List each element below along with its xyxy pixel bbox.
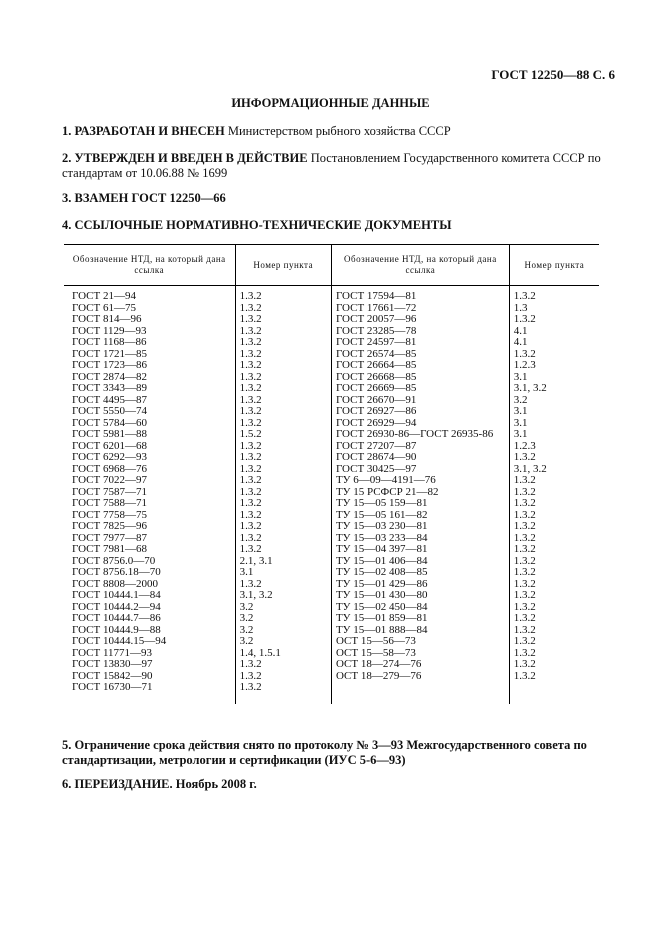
cell-doc-left: ГОСТ 15842—90 xyxy=(72,669,153,682)
cell-doc-right: ГОСТ 17594—81 xyxy=(331,286,509,303)
cell-doc-right: ГОСТ 26929—94 xyxy=(331,418,509,430)
cell-item-left: 1.3.2 xyxy=(235,286,331,303)
cell-doc-left: ГОСТ 814—96 xyxy=(72,313,142,325)
section-2-heading: 2. УТВЕРЖДЕН И ВВЕДЕН В ДЕЙСТВИЕ xyxy=(62,151,308,165)
cell-item-right: 1.3.2 xyxy=(509,475,599,487)
cell-doc-right: ГОСТ 26664—85 xyxy=(331,360,509,372)
cell-doc-right: ГОСТ 30425—97 xyxy=(331,464,509,476)
cell-item-left: 1.5.2 xyxy=(235,429,331,441)
cell-doc-right: ТУ 15—02 408—85 xyxy=(331,567,509,579)
section-5 xyxy=(62,738,610,768)
cell-doc-right: ГОСТ 26669—85 xyxy=(331,383,509,395)
cell-doc-left: ГОСТ 1168—86 xyxy=(72,336,147,348)
table-row xyxy=(64,590,599,602)
references-table-wrapper xyxy=(64,244,599,704)
table-row xyxy=(64,659,599,671)
section-1 xyxy=(62,124,610,139)
cell-item-left: 1.3.2 xyxy=(235,487,331,499)
table-row xyxy=(64,406,599,418)
cell-doc-left: ГОСТ 10444.15—94 xyxy=(72,635,167,647)
cell-item-left: 1.3.2 xyxy=(235,475,331,487)
cell-item-right: 3.1 xyxy=(509,372,599,384)
cell-item-right: 1.3.2 xyxy=(509,510,599,522)
cell-item-left: 1.3.2 xyxy=(235,521,331,533)
cell-doc-left: ГОСТ 7981—68 xyxy=(72,543,147,555)
section-2-text: Постановлением Государственного комитета СССР по стандартам от 10.06.88 № 1699 xyxy=(62,151,601,180)
cell-doc-right: ГОСТ 26927—86 xyxy=(331,406,509,418)
cell-doc-left: ГОСТ 7825—96 xyxy=(72,520,147,532)
cell-item-right: 1.3.2 xyxy=(509,613,599,625)
table-header-row xyxy=(64,245,599,286)
cell-item-left: 1.4, 1.5.1 xyxy=(235,648,331,660)
header-item-left: Номер пункта xyxy=(235,245,331,286)
cell-item-right: 1.3.2 xyxy=(509,625,599,637)
cell-doc-left: ГОСТ 4495—87 xyxy=(72,393,147,406)
header-doc-right: Обозначение НТД, на который дана ссылка xyxy=(331,245,509,286)
cell-doc-right: ТУ 15—05 161—82 xyxy=(331,510,509,522)
cell-doc-left: ГОСТ 16730—71 xyxy=(72,681,153,693)
cell-item-right: 4.1 xyxy=(509,337,599,349)
cell-doc-right: ТУ 15—01 430—80 xyxy=(331,590,509,602)
section-4-heading: 4. ССЫЛОЧНЫЕ НОРМАТИВНО-ТЕХНИЧЕСКИЕ ДОКУМЕНТЫ xyxy=(62,218,452,232)
cell-item-left: 1.3.2 xyxy=(235,383,331,395)
cell-item-right: 1.3.2 xyxy=(509,452,599,464)
cell-doc-left: ГОСТ 6201—68 xyxy=(72,439,147,452)
cell-item-left: 1.3.2 xyxy=(235,372,331,384)
cell-doc-right xyxy=(331,682,509,704)
cell-item-right: 1.3.2 xyxy=(509,590,599,602)
cell-item-left: 1.3.2 xyxy=(235,544,331,556)
cell-item-right: 3.2 xyxy=(509,395,599,407)
cell-doc-right: ГОСТ 27207—87 xyxy=(331,441,509,453)
table-row xyxy=(64,383,599,395)
cell-doc-left: ГОСТ 10444.9—88 xyxy=(72,623,161,636)
cell-item-right: 1.3.2 xyxy=(509,648,599,660)
cell-doc-left: ГОСТ 7588—71 xyxy=(72,497,147,509)
table-row xyxy=(64,452,599,464)
cell-item-left: 1.3.2 xyxy=(235,303,331,315)
cell-doc-right: ТУ 15—01 406—84 xyxy=(331,556,509,568)
cell-item-left: 1.3.2 xyxy=(235,360,331,372)
cell-doc-left: ГОСТ 7022—97 xyxy=(72,474,147,486)
table-row xyxy=(64,613,599,625)
cell-item-left: 1.3.2 xyxy=(235,671,331,683)
cell-item-left: 1.3.2 xyxy=(235,441,331,453)
cell-item-left: 1.3.2 xyxy=(235,314,331,326)
cell-item-right: 1.3.2 xyxy=(509,533,599,545)
cell-item-right: 3.1 xyxy=(509,429,599,441)
cell-item-left: 1.3.2 xyxy=(235,395,331,407)
section-3-heading: 3. ВЗАМЕН ГОСТ 12250—66 xyxy=(62,191,226,205)
cell-item-right: 1.3.2 xyxy=(509,544,599,556)
cell-doc-left: ГОСТ 7977—87 xyxy=(72,531,147,544)
cell-item-right: 1.3.2 xyxy=(509,349,599,361)
cell-item-right: 3.1, 3.2 xyxy=(509,464,599,476)
cell-item-left: 1.3.2 xyxy=(235,452,331,464)
cell-doc-left: ГОСТ 8808—2000 xyxy=(72,577,158,590)
cell-item-left: 1.3.2 xyxy=(235,510,331,522)
section-2 xyxy=(62,151,610,181)
cell-doc-right: ГОСТ 23285—78 xyxy=(331,326,509,338)
cell-item-right: 1.2.3 xyxy=(509,441,599,453)
table-row xyxy=(64,567,599,579)
cell-item-right: 1.3.2 xyxy=(509,498,599,510)
cell-item-right: 1.3 xyxy=(509,303,599,315)
cell-doc-right: ГОСТ 26574—85 xyxy=(331,349,509,361)
cell-item-right: 3.1 xyxy=(509,406,599,418)
cell-item-left: 1.3.2 xyxy=(235,533,331,545)
cell-item-left: 3.1, 3.2 xyxy=(235,590,331,602)
cell-doc-left: ГОСТ 8756.18—70 xyxy=(72,566,161,578)
table-row xyxy=(64,429,599,441)
cell-item-right xyxy=(509,682,599,704)
cell-item-right: 1.3.2 xyxy=(509,521,599,533)
cell-item-right: 1.3.2 xyxy=(509,671,599,683)
cell-item-left: 3.2 xyxy=(235,602,331,614)
cell-item-right: 1.3.2 xyxy=(509,567,599,579)
cell-item-left: 1.3.2 xyxy=(235,326,331,338)
cell-item-right: 1.2.3 xyxy=(509,360,599,372)
cell-item-left: 1.3.2 xyxy=(235,418,331,430)
section-6-heading: 6. ПЕРЕИЗДАНИЕ. Ноябрь 2008 г. xyxy=(62,777,257,791)
cell-doc-left: ГОСТ 10444.2—94 xyxy=(72,600,161,613)
cell-doc-left: ГОСТ 8756.0—70 xyxy=(72,554,156,567)
cell-doc-right: ТУ 15—03 230—81 xyxy=(331,521,509,533)
cell-doc-right: ОСТ 18—274—76 xyxy=(331,659,509,671)
cell-doc-right: ТУ 15 РСФСР 21—82 xyxy=(331,487,509,499)
references-table xyxy=(64,244,599,704)
header-item-right: Номер пункта xyxy=(509,245,599,286)
cell-doc-right: ГОСТ 26670—91 xyxy=(331,395,509,407)
cell-doc-left: ГОСТ 5981—88 xyxy=(72,428,147,440)
cell-item-right: 1.3.2 xyxy=(509,487,599,499)
cell-doc-left: ГОСТ 21—94 xyxy=(72,290,136,302)
cell-doc-right: ОСТ 15—58—73 xyxy=(331,648,509,660)
page-title: ИНФОРМАЦИОННЫЕ ДАННЫЕ xyxy=(231,96,430,110)
section-1-text: Министерством рыбного хозяйства СССР xyxy=(224,124,451,138)
cell-item-right: 1.3.2 xyxy=(509,314,599,326)
cell-item-left: 1.3.2 xyxy=(235,349,331,361)
cell-doc-left: ГОСТ 11771—93 xyxy=(72,646,153,659)
table-row xyxy=(64,636,599,648)
cell-doc-left: ГОСТ 6292—93 xyxy=(72,451,147,463)
cell-doc-right: ТУ 15—04 397—81 xyxy=(331,544,509,556)
cell-doc-right: ТУ 15—01 859—81 xyxy=(331,613,509,625)
cell-doc-left: ГОСТ 3343—89 xyxy=(72,382,147,394)
cell-doc-right: ГОСТ 28674—90 xyxy=(331,452,509,464)
cell-doc-left: ГОСТ 5784—60 xyxy=(72,416,147,429)
cell-doc-right: ГОСТ 26668—85 xyxy=(331,372,509,384)
section-3 xyxy=(62,191,610,206)
cell-doc-left: ГОСТ 2874—82 xyxy=(72,370,147,383)
section-1-heading: 1. РАЗРАБОТАН И ВНЕСЕН xyxy=(62,124,225,138)
table-row xyxy=(64,498,599,510)
cell-item-right: 1.3.2 xyxy=(509,579,599,591)
cell-item-right: 3.1, 3.2 xyxy=(509,383,599,395)
cell-item-right: 1.3.2 xyxy=(509,659,599,671)
cell-item-right: 1.3.2 xyxy=(509,636,599,648)
table-row xyxy=(64,544,599,556)
cell-doc-right: ОСТ 18—279—76 xyxy=(331,671,509,683)
cell-doc-right: ТУ 15—05 159—81 xyxy=(331,498,509,510)
section-6 xyxy=(62,777,610,792)
header-doc-left: Обозначение НТД, на который дана ссылка xyxy=(64,245,235,286)
cell-item-right: 1.3.2 xyxy=(509,556,599,568)
table-row xyxy=(64,475,599,487)
cell-item-left: 3.2 xyxy=(235,613,331,625)
cell-doc-left: ГОСТ 5550—74 xyxy=(72,405,147,417)
cell-doc-left: ГОСТ 13830—97 xyxy=(72,658,153,670)
table-row xyxy=(64,682,599,704)
cell-doc-right: ГОСТ 20057—96 xyxy=(331,314,509,326)
cell-item-left: 1.3.2 xyxy=(235,579,331,591)
table-row xyxy=(64,521,599,533)
cell-doc-left: ГОСТ 7587—71 xyxy=(72,485,147,498)
cell-item-left: 1.3.2 xyxy=(235,406,331,418)
cell-item-right: 1.3.2 xyxy=(509,286,599,303)
cell-item-left: 3.1 xyxy=(235,567,331,579)
cell-doc-left: ГОСТ 10444.1—84 xyxy=(72,589,161,601)
cell-doc-right: ТУ 15—01 888—84 xyxy=(331,625,509,637)
cell-doc-left: ГОСТ 1723—86 xyxy=(72,359,147,371)
cell-doc-right: ТУ 15—03 233—84 xyxy=(331,533,509,545)
table-row xyxy=(64,337,599,349)
table-row xyxy=(64,286,599,303)
cell-doc-right: ОСТ 15—56—73 xyxy=(331,636,509,648)
cell-doc-left: ГОСТ 6968—76 xyxy=(72,462,147,475)
cell-item-left: 3.2 xyxy=(235,625,331,637)
table-row xyxy=(64,360,599,372)
cell-item-right: 4.1 xyxy=(509,326,599,338)
cell-doc-right: ГОСТ 17661—72 xyxy=(331,303,509,315)
cell-item-left: 1.3.2 xyxy=(235,659,331,671)
cell-item-left: 1.3.2 xyxy=(235,337,331,349)
section-4 xyxy=(62,218,610,233)
cell-doc-right: ГОСТ 26930-86—ГОСТ 26935-86 xyxy=(331,429,509,441)
cell-doc-right: ТУ 6—09—4191—76 xyxy=(331,475,509,487)
cell-item-left: 3.2 xyxy=(235,636,331,648)
cell-item-left: 2.1, 3.1 xyxy=(235,556,331,568)
page-header: ГОСТ 12250—88 С. 6 xyxy=(491,67,615,82)
cell-item-left: 1.3.2 xyxy=(235,498,331,510)
cell-item-right: 3.1 xyxy=(509,418,599,430)
cell-doc-left: ГОСТ 61—75 xyxy=(72,301,136,314)
section-5-heading: 5. Ограничение срока действия снято по протоколу № 3—93 Межгосударственного совета по стандартизации, метрологии и сертификации (ИУС 5-6—93) xyxy=(62,738,587,767)
table-row xyxy=(64,314,599,326)
cell-item-left: 1.3.2 xyxy=(235,464,331,476)
cell-doc-left: ГОСТ 10444.7—86 xyxy=(72,612,161,624)
cell-item-right: 1.3.2 xyxy=(509,602,599,614)
cell-doc-right: ТУ 15—01 429—86 xyxy=(331,579,509,591)
cell-doc-left: ГОСТ 1721—85 xyxy=(72,347,147,360)
cell-item-left: 1.3.2 xyxy=(235,682,331,704)
cell-doc-right: ГОСТ 24597—81 xyxy=(331,337,509,349)
table-body xyxy=(64,286,599,704)
cell-doc-right: ТУ 15—02 450—84 xyxy=(331,602,509,614)
cell-doc-left: ГОСТ 1129—93 xyxy=(72,324,147,337)
cell-doc-left: ГОСТ 7758—75 xyxy=(72,508,147,521)
